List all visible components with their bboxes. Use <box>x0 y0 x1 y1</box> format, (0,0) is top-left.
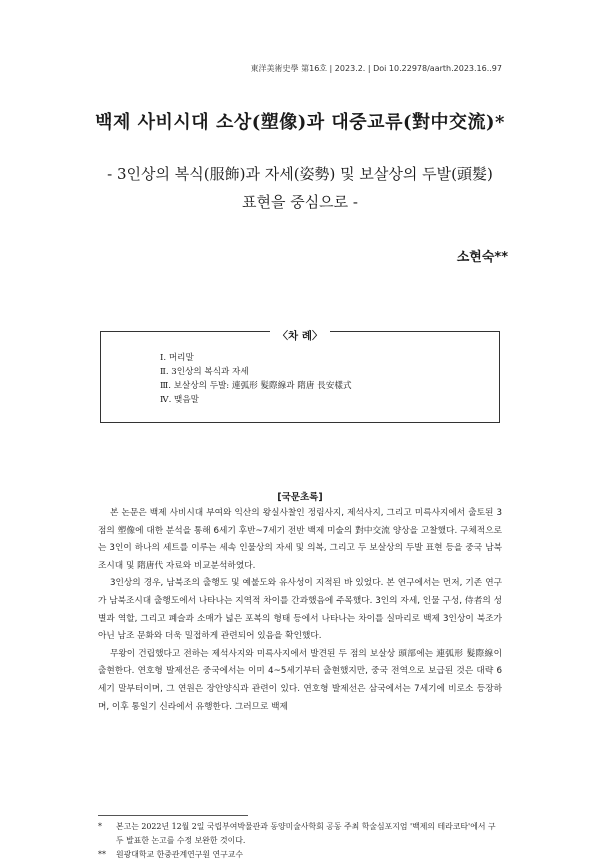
footnotes <box>98 820 502 862</box>
toc-heading-wrap <box>0 324 600 343</box>
footnote <box>98 848 502 862</box>
abstract-paragraph: 3인상의 경우, 남북조의 출행도 및 예불도와 유사성이 지적된 바 있었다. 본 연구에서는 먼저, 기존 연구가 남북조시대 출행도에서 나타나는 지역적 차이를 간과했음에 주목했다. 3인의 자세, 인물 구성, 侍者의 성별과 역할, 그리고 폐슬과 소매가 넓은 포복의 형태 등에서 나타나는 차이를 실마리로 백제 3인상이 북조가 아닌 남조 문화와 더욱 밀접하게 관련되어 있음을 확인했다. <box>98 578 502 642</box>
footnote-text: 원광대학교 한중관계연구원 연구교수 <box>116 850 243 859</box>
abstract-heading: [국문초록] <box>277 492 323 503</box>
toc-heading: 〈차 례〉 <box>270 330 331 342</box>
toc-item: Ⅲ. 보살상의 두발: 連弧形 髮際線과 隋唐 長安樣式 <box>160 381 352 391</box>
footnote-text: 본고는 2022년 12월 2일 국립부여박물관과 동양미술사학회 공동 주최 학술심포지엄 '백제의 테라코타'에서 구두 발표한 논고를 수정 보완한 것이다. <box>116 822 496 845</box>
toc-list <box>160 351 352 407</box>
paper-subtitle <box>0 160 600 216</box>
paper-title: 백제 사비시대 소상(塑像)과 대중교류(對中交流)* <box>95 112 505 133</box>
footnote-mark: ** <box>98 850 106 859</box>
toc-item: Ⅰ. 머리말 <box>160 353 194 363</box>
toc-item: Ⅱ. 3인상의 복식과 자세 <box>160 367 249 377</box>
toc-item: Ⅳ. 맺음말 <box>160 395 199 405</box>
author-name: 소현숙** <box>456 250 508 265</box>
footnote-divider <box>98 815 248 816</box>
footnote <box>98 820 502 848</box>
subtitle-line-1: - 3인상의 복식(服飾)과 자세(姿勢) 및 보살상의 두발(頭髮) <box>107 165 493 183</box>
running-header: 東洋美術史學 第16호 | 2023.2. | Doi 10.22978/aarth.2023.16..97 <box>250 64 502 73</box>
abstract-paragraph: 본 논문은 백제 사비시대 부여와 익산의 왕실사찰인 정림사지, 제석사지, 그리고 미륵사지에서 출토된 3점의 塑像에 대한 분석을 통해 6세기 후반~7세기 전반 백제 미술의 對中交流 양상을 고찰했다. 구체적으로는 3인이 하나의 세트를 이루는 세속 인물상의 자세 및 의복, 그리고 두 보살상의 두발 표현 등을 중국 남북조시대 및 隋唐代 자료와 비교분석하였다. <box>98 508 502 571</box>
abstract-paragraph: 무왕이 건립했다고 전하는 제석사지와 미륵사지에서 발견된 두 점의 보살상 頭部에는 連弧形 髮際線이 출현한다. 연호형 발제선은 중국에서는 이미 4~5세기부터 출현했지만, 중국 전역으로 보급된 것은 대략 6세기 말부터이며, 그 연원은 장안양식과 관련이 있다. 연호형 발제선은 삼국에서는 7세기에 비로소 등장하며, 이후 통일기 신라에서 유행한다. 그러므로 백제 <box>98 648 502 712</box>
subtitle-line-2: 표현을 중심으로 - <box>241 193 359 211</box>
footnote-mark: * <box>98 822 102 831</box>
abstract-body <box>98 505 502 716</box>
